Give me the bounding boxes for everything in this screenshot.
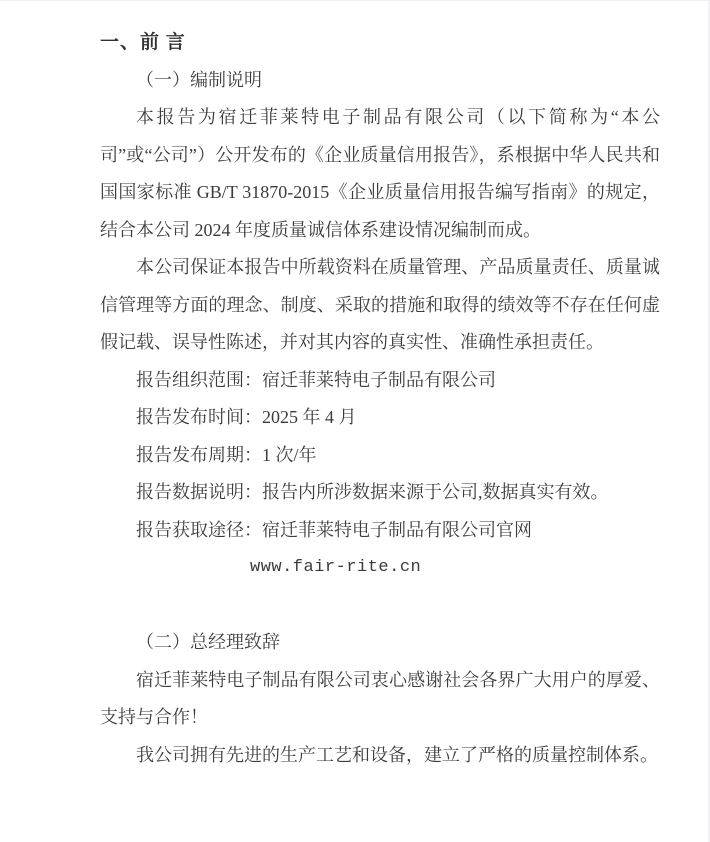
section-heading-foreword: 一、前 言	[100, 32, 186, 53]
report-meta-item-publish-time: 报告发布时间：2025 年 4 月	[136, 407, 357, 427]
paragraph-gm-thanks: 宿迁菲莱特电子制品有限公司衷心感谢社会各界广大用户的厚爱、支持与合作！	[100, 669, 660, 727]
report-meta-item-data-note: 报告数据说明：报告内所涉数据来源于公司,数据真实有效。	[136, 482, 609, 502]
report-meta-item-frequency: 报告发布周期：1 次/年	[136, 444, 317, 465]
spacer	[100, 587, 660, 625]
report-meta-item-access: 报告获取途径：宿迁菲莱特电子制品有限公司官网	[136, 519, 532, 540]
subsection-heading-compilation-notes: （一）编制说明	[136, 69, 262, 90]
report-meta-list	[100, 362, 660, 550]
subsection-heading-gm-address: （二）总经理致辞	[136, 632, 280, 652]
website-url: www.fair-rite.cn	[250, 558, 422, 577]
document-page	[0, 1, 710, 774]
paragraph-quality-guarantee: 本公司保证本报告中所载资料在质量管理、产品质量责任、质量诚信管理等方面的理念、制度、采取的措施和取得的绩效等不存在任何虚假记载、误导性陈述，并对其内容的真实性、准确性承担责任。	[100, 257, 660, 352]
paragraph-report-basis: 本报告为宿迁菲莱特电子制品有限公司（以下简称为“本公司”或“公司”）公开发布的《企业质量信用报告》，系根据中华人民共和国国家标准 GB/T 31870-2015《企业质量信用报告编写指南》的规定，结合本公司 2024 年度质量诚信体系建设情况编制而成。	[100, 107, 660, 240]
report-meta-item-scope: 报告组织范围：宿迁菲莱特电子制品有限公司	[136, 369, 496, 390]
paragraph-production-quality: 我公司拥有先进的生产工艺和设备，建立了严格的质量控制体系。	[136, 744, 658, 765]
